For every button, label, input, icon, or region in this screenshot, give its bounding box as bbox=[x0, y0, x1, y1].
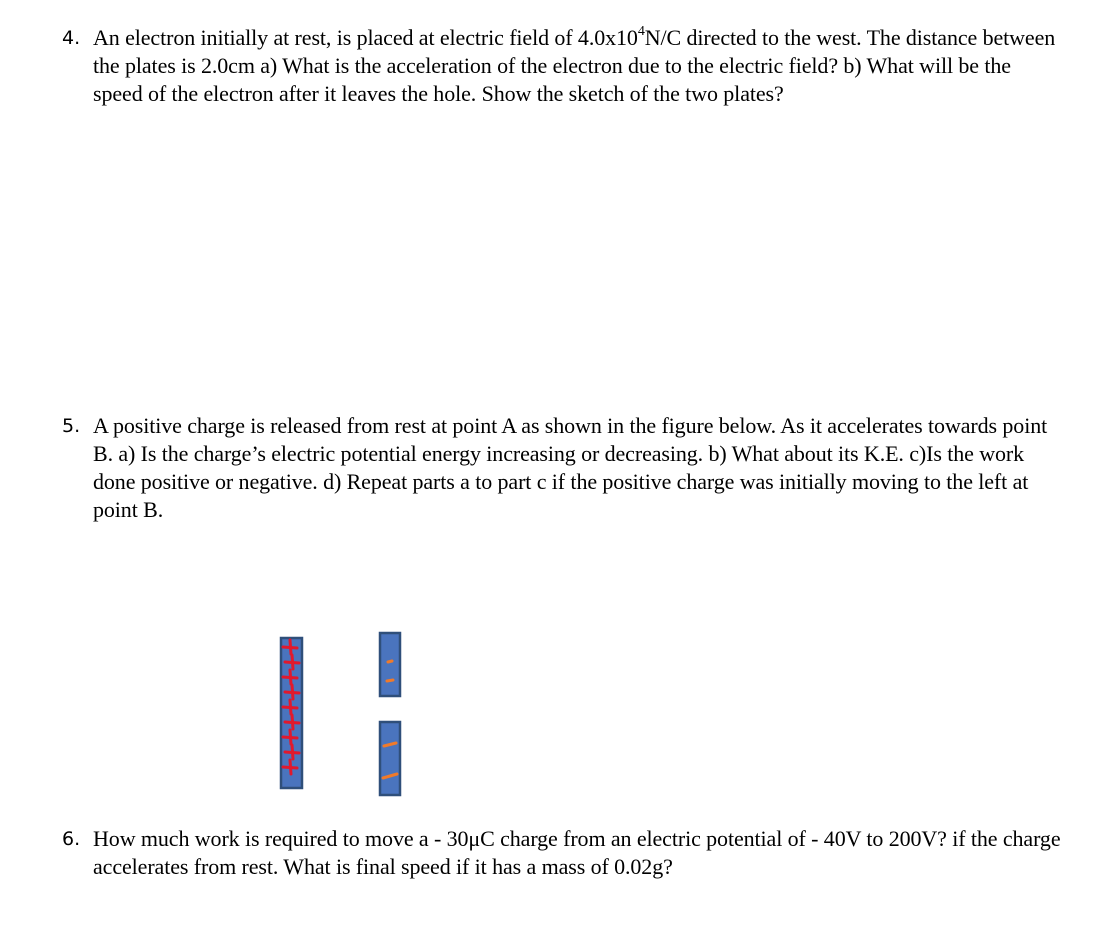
negative-plate-top bbox=[380, 633, 400, 696]
exponent: 4 bbox=[637, 23, 645, 39]
question-text-part-2: N/C directed to the west. The distance between the plates is 2.0cm a) What is the acceleration of the electron due to the electric field? b) What will be the speed of the electron after it leaves the hole. Show the sketch of the two plates? bbox=[93, 25, 1056, 106]
minus-sign-icon bbox=[387, 680, 393, 681]
question-4 bbox=[62, 24, 1062, 108]
question-number: 5. bbox=[62, 415, 81, 437]
question-text-part-1: An electron initially at rest, is placed at electric field of 4.0x10 bbox=[93, 25, 638, 50]
question-6 bbox=[62, 825, 1062, 881]
question-5 bbox=[62, 412, 1062, 524]
minus-sign-icon bbox=[388, 661, 392, 662]
question-number: 6. bbox=[62, 828, 81, 850]
charged-plates-figure bbox=[270, 625, 420, 800]
question-text: A positive charge is released from rest at point A as shown in the figure below. As it accelerates towards point B. a) Is the charge’s electric potential energy increasing or decreasing. b) What about its K.E. c)Is the work done positive or negative. d) Repeat parts a to part c if the positive charge was initially moving to the left at point B. bbox=[93, 413, 1048, 522]
negative-plate-bottom bbox=[380, 722, 400, 795]
question-text bbox=[93, 24, 1062, 108]
question-number: 4. bbox=[62, 27, 81, 49]
question-text: How much work is required to move a - 30μC charge from an electric potential of - 40V to 200V? if the charge accelerates from rest. What is final speed if it has a mass of 0.02g? bbox=[93, 826, 1061, 879]
